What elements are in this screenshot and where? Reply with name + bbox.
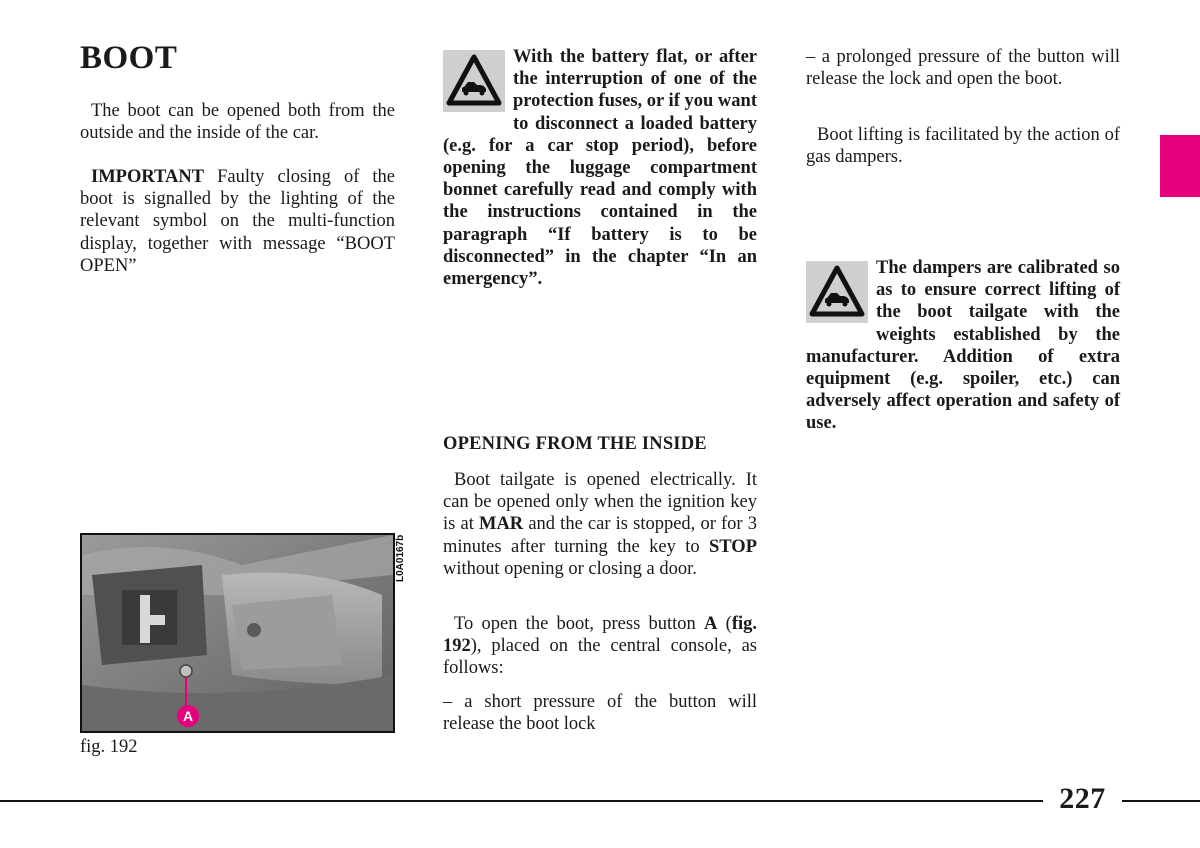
important-label: IMPORTANT: [91, 167, 205, 187]
dampers-text: Boot lifting is facilitated by the action of gas dampers.: [806, 125, 1120, 168]
long-press-text: – a prolonged pressure of the button will release the lock and open the boot.: [806, 47, 1120, 90]
footer-rule-left: [0, 800, 1043, 802]
figure-192-photo: [80, 533, 395, 733]
important-paragraph: [80, 166, 395, 277]
press-button-paragraph: [443, 613, 757, 680]
battery-warning-text: With the battery flat, or after the interruption of one of the protection fuses, or if you want to disconnect a loaded battery (e.g. for a car stop period), before opening the luggage compartment bonnet carefully read and comply with the instructions contained in the paragraph “If battery is to be disconnected” in the chapter “In an emergency”.: [443, 47, 757, 290]
section-tab-marker: [1160, 135, 1200, 197]
intro-text: The boot can be opened both from the outside and the inside of the car.: [80, 101, 395, 144]
key-stop-label: STOP: [709, 536, 757, 557]
footer-rule-right: [1122, 800, 1200, 802]
press-text-a: To open the boot, press button: [454, 614, 705, 634]
dampers-warning-block: [806, 257, 1120, 435]
opening-text-a: Boot tailgate is opened electrically. It can be opened only when the ignition key is at: [443, 470, 757, 535]
console-photo-illustration: [82, 535, 393, 731]
dampers-paragraph: [806, 124, 1120, 168]
short-press-text: – a short pressure of the button will release the boot lock: [443, 692, 757, 735]
long-press-paragraph: [806, 46, 1120, 90]
important-text: Faulty closing of the boot is signalled by the lighting of the relevant symbol on the multi-function display, together with message “BOOT OPEN”: [80, 167, 395, 276]
battery-warning-block: [443, 46, 757, 290]
fig-ref: fig. 192: [443, 614, 757, 657]
press-text-d: ), placed on the central console, as follows:: [443, 636, 757, 679]
section-subheading: OPENING FROM THE INSIDE: [443, 434, 707, 454]
figure-caption: fig. 192: [80, 737, 138, 757]
short-press-paragraph: [443, 691, 757, 735]
warning-triangle-car-icon: [806, 261, 868, 323]
opening-paragraph: [443, 469, 757, 580]
page-title: BOOT: [80, 40, 178, 76]
opening-text-c: and the car is stopped, or for 3 minutes after turning the key to: [443, 514, 757, 557]
dampers-warning-text: The dampers are calibrated so as to ensure correct lifting of the boot tailgate with the weights established by the manufacturer. Addition of extra equipment (e.g. spoiler, etc.) can adversely affect operation and safety of use.: [806, 258, 1120, 434]
warning-triangle-car-icon: [443, 50, 505, 112]
callout-a-badge: A: [177, 705, 199, 727]
figure-code: L0A0167b: [395, 534, 406, 582]
page-number: 227: [1059, 782, 1106, 815]
opening-text-d: without opening or closing a door.: [443, 558, 697, 579]
key-mar-label: MAR: [478, 514, 524, 535]
press-text-c: (: [717, 614, 732, 634]
intro-paragraph: [80, 100, 395, 144]
button-a-ref: A: [704, 614, 718, 634]
